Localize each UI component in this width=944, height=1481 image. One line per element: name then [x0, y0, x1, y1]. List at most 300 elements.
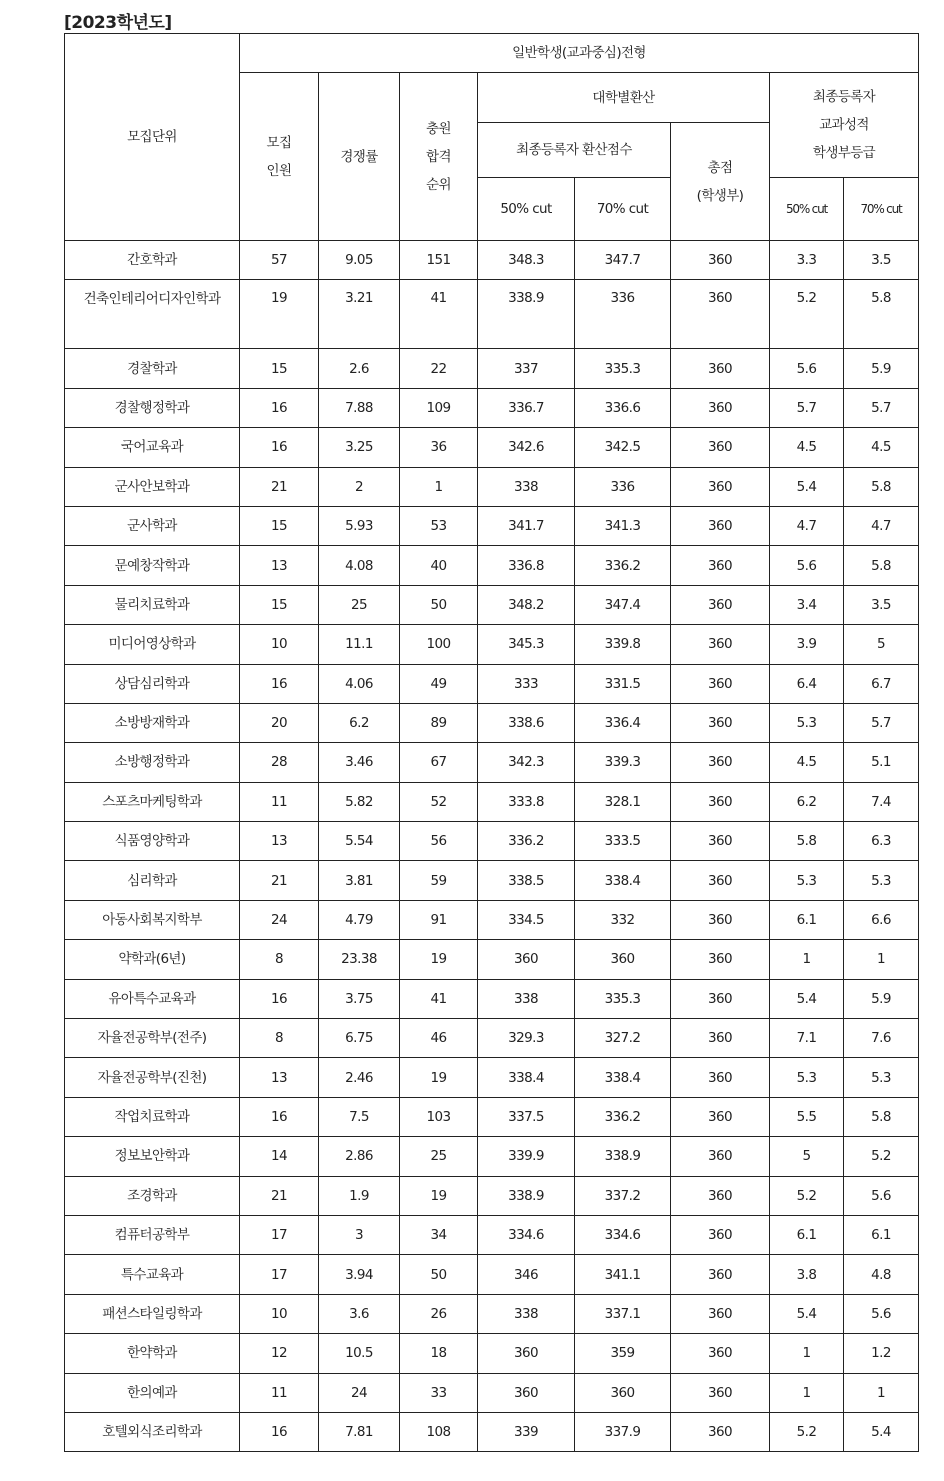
cell-quota: 8 [240, 1019, 319, 1058]
cell-ratio: 3.75 [319, 979, 400, 1018]
header-grade-cut70: 70% cut [844, 178, 919, 241]
cell-grade-cut70: 5.4 [844, 1412, 919, 1451]
table-row [65, 1412, 919, 1451]
cell-grade-cut50: 5.2 [770, 1176, 844, 1215]
cell-grade-cut70: 5.9 [844, 349, 919, 388]
cell-cut70: 336 [575, 467, 671, 506]
cell-grade-cut50: 4.7 [770, 506, 844, 545]
cell-unit: 호텔외식조리학과 [65, 1412, 240, 1451]
cell-cut50: 338 [478, 467, 575, 506]
cell-grade-cut70: 5.8 [844, 546, 919, 585]
cell-grade-cut50: 5.7 [770, 388, 844, 427]
cell-grade-cut50: 6.4 [770, 664, 844, 703]
cell-cut50: 337 [478, 349, 575, 388]
cell-grade-cut50: 3.9 [770, 625, 844, 664]
cell-unit: 자율전공학부(전주) [65, 1019, 240, 1058]
cell-cut70: 333.5 [575, 822, 671, 861]
header-grade-cut50: 50% cut [770, 178, 844, 241]
table-row [65, 1097, 919, 1136]
cell-cut50: 339.9 [478, 1137, 575, 1176]
cell-grade-cut70: 5.6 [844, 1294, 919, 1333]
cell-ratio: 7.5 [319, 1097, 400, 1136]
cell-unit: 작업치료학과 [65, 1097, 240, 1136]
cell-rank: 103 [400, 1097, 478, 1136]
cell-ratio: 4.79 [319, 900, 400, 939]
cell-rank: 41 [400, 280, 478, 349]
cell-ratio: 3.81 [319, 861, 400, 900]
cell-cut50: 336.8 [478, 546, 575, 585]
table-row [65, 241, 919, 280]
cell-grade-cut70: 4.7 [844, 506, 919, 545]
cell-grade-cut50: 1 [770, 940, 844, 979]
cell-ratio: 2.86 [319, 1137, 400, 1176]
cell-grade-cut50: 1 [770, 1334, 844, 1373]
cell-rank: 25 [400, 1137, 478, 1176]
cell-total: 360 [671, 1373, 770, 1412]
cell-unit: 물리치료학과 [65, 585, 240, 624]
cell-rank: 26 [400, 1294, 478, 1333]
cell-grade-cut70: 6.6 [844, 900, 919, 939]
cell-grade-cut70: 1.2 [844, 1334, 919, 1373]
cell-quota: 16 [240, 388, 319, 427]
cell-ratio: 25 [319, 585, 400, 624]
admission-results-table [64, 33, 919, 1452]
cell-grade-cut70: 1 [844, 940, 919, 979]
cell-grade-cut50: 6.1 [770, 900, 844, 939]
header-cut70: 70% cut [575, 178, 671, 241]
cell-unit: 특수교육과 [65, 1255, 240, 1294]
cell-unit: 문예창작학과 [65, 546, 240, 585]
cell-unit: 심리학과 [65, 861, 240, 900]
table-row [65, 280, 919, 349]
table-row [65, 546, 919, 585]
cell-total: 360 [671, 1215, 770, 1254]
cell-grade-cut70: 5.2 [844, 1137, 919, 1176]
table-row [65, 625, 919, 664]
cell-grade-cut70: 4.5 [844, 428, 919, 467]
cell-total: 360 [671, 703, 770, 742]
cell-total: 360 [671, 625, 770, 664]
cell-cut50: 336.7 [478, 388, 575, 427]
cell-total: 360 [671, 546, 770, 585]
cell-ratio: 3.25 [319, 428, 400, 467]
cell-grade-cut50: 4.5 [770, 428, 844, 467]
cell-unit: 유아특수교육과 [65, 979, 240, 1018]
cell-rank: 1 [400, 467, 478, 506]
table-row [65, 822, 919, 861]
cell-total: 360 [671, 1176, 770, 1215]
cell-total: 360 [671, 241, 770, 280]
header-univ-conversion: 대학별환산 [478, 73, 770, 123]
cell-ratio: 5.82 [319, 782, 400, 821]
cell-quota: 21 [240, 1176, 319, 1215]
cell-grade-cut50: 4.5 [770, 743, 844, 782]
cell-grade-cut50: 3.3 [770, 241, 844, 280]
cell-cut50: 342.6 [478, 428, 575, 467]
table-row [65, 1373, 919, 1412]
cell-ratio: 6.75 [319, 1019, 400, 1058]
cell-cut50: 360 [478, 940, 575, 979]
table-row [65, 1255, 919, 1294]
cell-grade-cut50: 5.5 [770, 1097, 844, 1136]
cell-ratio: 1.9 [319, 1176, 400, 1215]
table-row [65, 861, 919, 900]
cell-cut50: 348.3 [478, 241, 575, 280]
cell-grade-cut70: 6.3 [844, 822, 919, 861]
cell-rank: 34 [400, 1215, 478, 1254]
cell-rank: 22 [400, 349, 478, 388]
cell-unit: 한약학과 [65, 1334, 240, 1373]
cell-unit: 조경학과 [65, 1176, 240, 1215]
cell-quota: 15 [240, 349, 319, 388]
table-row [65, 467, 919, 506]
cell-ratio: 4.06 [319, 664, 400, 703]
cell-cut70: 337.2 [575, 1176, 671, 1215]
cell-quota: 10 [240, 625, 319, 664]
cell-cut70: 336 [575, 280, 671, 349]
cell-cut70: 359 [575, 1334, 671, 1373]
cell-cut70: 339.3 [575, 743, 671, 782]
cell-rank: 40 [400, 546, 478, 585]
cell-cut50: 334.5 [478, 900, 575, 939]
cell-grade-cut50: 5.6 [770, 546, 844, 585]
cell-quota: 16 [240, 428, 319, 467]
cell-quota: 19 [240, 280, 319, 349]
cell-cut70: 334.6 [575, 1215, 671, 1254]
cell-rank: 52 [400, 782, 478, 821]
table-row [65, 782, 919, 821]
cell-cut50: 342.3 [478, 743, 575, 782]
cell-rank: 56 [400, 822, 478, 861]
cell-grade-cut50: 5.4 [770, 467, 844, 506]
cell-grade-cut50: 6.2 [770, 782, 844, 821]
cell-grade-cut70: 5.3 [844, 1058, 919, 1097]
cell-grade-cut50: 5.4 [770, 979, 844, 1018]
table-row [65, 900, 919, 939]
table-row [65, 703, 919, 742]
cell-unit: 군사학과 [65, 506, 240, 545]
cell-cut50: 338 [478, 1294, 575, 1333]
cell-rank: 19 [400, 940, 478, 979]
cell-unit: 자율전공학부(진천) [65, 1058, 240, 1097]
cell-cut50: 333.8 [478, 782, 575, 821]
cell-grade-cut70: 5 [844, 625, 919, 664]
cell-grade-cut70: 5.7 [844, 388, 919, 427]
cell-grade-cut70: 5.3 [844, 861, 919, 900]
cell-total: 360 [671, 1255, 770, 1294]
cell-total: 360 [671, 822, 770, 861]
cell-ratio: 6.2 [319, 703, 400, 742]
cell-unit: 경찰행정학과 [65, 388, 240, 427]
cell-cut70: 332 [575, 900, 671, 939]
cell-grade-cut70: 6.7 [844, 664, 919, 703]
cell-grade-cut70: 3.5 [844, 585, 919, 624]
cell-unit: 군사안보학과 [65, 467, 240, 506]
cell-quota: 11 [240, 1373, 319, 1412]
table-row [65, 743, 919, 782]
cell-total: 360 [671, 664, 770, 703]
cell-unit: 건축인테리어디자인학과 [65, 280, 240, 349]
cell-ratio: 7.81 [319, 1412, 400, 1451]
cell-rank: 53 [400, 506, 478, 545]
cell-cut70: 360 [575, 940, 671, 979]
header-quota: 모집 인원 [240, 73, 319, 241]
table-row [65, 1019, 919, 1058]
cell-total: 360 [671, 861, 770, 900]
cell-total: 360 [671, 1412, 770, 1451]
header-admission-type: 일반학생(교과중심)전형 [240, 34, 919, 73]
cell-total: 360 [671, 979, 770, 1018]
header-final-conversion: 최종등록자 환산점수 [478, 123, 671, 178]
cell-grade-cut50: 3.4 [770, 585, 844, 624]
cell-grade-cut50: 5.8 [770, 822, 844, 861]
table-row [65, 388, 919, 427]
table-row [65, 349, 919, 388]
cell-cut70: 347.4 [575, 585, 671, 624]
cell-cut50: 338.9 [478, 280, 575, 349]
cell-cut70: 338.4 [575, 861, 671, 900]
cell-unit: 소방방재학과 [65, 703, 240, 742]
cell-total: 360 [671, 1097, 770, 1136]
cell-unit: 아동사회복지학부 [65, 900, 240, 939]
cell-total: 360 [671, 585, 770, 624]
cell-cut70: 347.7 [575, 241, 671, 280]
cell-ratio: 3 [319, 1215, 400, 1254]
cell-quota: 17 [240, 1255, 319, 1294]
cell-grade-cut50: 5.6 [770, 349, 844, 388]
cell-quota: 16 [240, 1097, 319, 1136]
cell-grade-cut50: 7.1 [770, 1019, 844, 1058]
header-ratio: 경쟁률 [319, 73, 400, 241]
cell-cut50: 338.5 [478, 861, 575, 900]
table-row [65, 1176, 919, 1215]
cell-quota: 21 [240, 467, 319, 506]
table-row [65, 1137, 919, 1176]
cell-cut70: 338.9 [575, 1137, 671, 1176]
cell-rank: 50 [400, 1255, 478, 1294]
cell-grade-cut70: 5.8 [844, 1097, 919, 1136]
table-row [65, 585, 919, 624]
cell-unit: 정보보안학과 [65, 1137, 240, 1176]
cell-grade-cut70: 5.1 [844, 743, 919, 782]
cell-total: 360 [671, 506, 770, 545]
cell-cut50: 338.9 [478, 1176, 575, 1215]
header-grade: 최종등록자 교과성적 학생부등급 [770, 73, 919, 178]
cell-grade-cut50: 5.2 [770, 280, 844, 349]
cell-total: 360 [671, 1294, 770, 1333]
cell-ratio: 5.93 [319, 506, 400, 545]
cell-unit: 경찰학과 [65, 349, 240, 388]
cell-unit: 한의예과 [65, 1373, 240, 1412]
cell-cut50: 336.2 [478, 822, 575, 861]
cell-grade-cut70: 5.6 [844, 1176, 919, 1215]
cell-cut50: 329.3 [478, 1019, 575, 1058]
cell-cut50: 339 [478, 1412, 575, 1451]
cell-grade-cut70: 7.4 [844, 782, 919, 821]
cell-unit: 소방행정학과 [65, 743, 240, 782]
cell-total: 360 [671, 1019, 770, 1058]
cell-cut70: 342.5 [575, 428, 671, 467]
cell-cut50: 348.2 [478, 585, 575, 624]
cell-cut50: 346 [478, 1255, 575, 1294]
cell-cut50: 345.3 [478, 625, 575, 664]
cell-ratio: 9.05 [319, 241, 400, 280]
cell-grade-cut70: 1 [844, 1373, 919, 1412]
cell-quota: 10 [240, 1294, 319, 1333]
cell-quota: 16 [240, 979, 319, 1018]
cell-unit: 국어교육과 [65, 428, 240, 467]
cell-quota: 16 [240, 1412, 319, 1451]
cell-grade-cut70: 5.9 [844, 979, 919, 1018]
cell-ratio: 2.46 [319, 1058, 400, 1097]
cell-cut70: 338.4 [575, 1058, 671, 1097]
cell-rank: 108 [400, 1412, 478, 1451]
table-row [65, 1058, 919, 1097]
header-rank: 충원 합격 순위 [400, 73, 478, 241]
cell-grade-cut70: 5.7 [844, 703, 919, 742]
header-cut50: 50% cut [478, 178, 575, 241]
cell-unit: 약학과(6년) [65, 940, 240, 979]
cell-cut70: 336.6 [575, 388, 671, 427]
cell-ratio: 24 [319, 1373, 400, 1412]
cell-total: 360 [671, 388, 770, 427]
page-title: [2023학년도] [64, 13, 172, 33]
cell-ratio: 11.1 [319, 625, 400, 664]
cell-grade-cut50: 5.3 [770, 861, 844, 900]
cell-rank: 91 [400, 900, 478, 939]
cell-total: 360 [671, 1137, 770, 1176]
table-row [65, 664, 919, 703]
cell-cut50: 338.6 [478, 703, 575, 742]
cell-rank: 109 [400, 388, 478, 427]
cell-grade-cut50: 1 [770, 1373, 844, 1412]
cell-quota: 21 [240, 861, 319, 900]
cell-total: 360 [671, 428, 770, 467]
cell-cut50: 333 [478, 664, 575, 703]
cell-quota: 8 [240, 940, 319, 979]
cell-total: 360 [671, 280, 770, 349]
cell-ratio: 10.5 [319, 1334, 400, 1373]
cell-ratio: 3.46 [319, 743, 400, 782]
cell-cut70: 327.2 [575, 1019, 671, 1058]
cell-quota: 13 [240, 546, 319, 585]
cell-quota: 24 [240, 900, 319, 939]
cell-unit: 상담심리학과 [65, 664, 240, 703]
cell-cut70: 328.1 [575, 782, 671, 821]
cell-rank: 67 [400, 743, 478, 782]
cell-ratio: 3.6 [319, 1294, 400, 1333]
cell-total: 360 [671, 1058, 770, 1097]
cell-unit: 간호학과 [65, 241, 240, 280]
cell-rank: 19 [400, 1058, 478, 1097]
cell-grade-cut70: 4.8 [844, 1255, 919, 1294]
cell-rank: 49 [400, 664, 478, 703]
table-row [65, 940, 919, 979]
cell-cut70: 336.2 [575, 546, 671, 585]
cell-grade-cut70: 5.8 [844, 467, 919, 506]
cell-rank: 46 [400, 1019, 478, 1058]
cell-cut70: 336.2 [575, 1097, 671, 1136]
cell-unit: 스포츠마케팅학과 [65, 782, 240, 821]
cell-cut70: 360 [575, 1373, 671, 1412]
cell-quota: 57 [240, 241, 319, 280]
cell-quota: 13 [240, 822, 319, 861]
cell-ratio: 2.6 [319, 349, 400, 388]
cell-rank: 50 [400, 585, 478, 624]
cell-quota: 15 [240, 585, 319, 624]
cell-rank: 41 [400, 979, 478, 1018]
cell-cut50: 338 [478, 979, 575, 1018]
cell-cut70: 337.1 [575, 1294, 671, 1333]
cell-quota: 14 [240, 1137, 319, 1176]
cell-cut50: 337.5 [478, 1097, 575, 1136]
cell-quota: 12 [240, 1334, 319, 1373]
cell-rank: 151 [400, 241, 478, 280]
cell-ratio: 3.21 [319, 280, 400, 349]
cell-cut50: 360 [478, 1334, 575, 1373]
cell-rank: 100 [400, 625, 478, 664]
cell-unit: 패션스타일링학과 [65, 1294, 240, 1333]
cell-rank: 19 [400, 1176, 478, 1215]
cell-cut70: 331.5 [575, 664, 671, 703]
cell-unit: 미디어영상학과 [65, 625, 240, 664]
header-total: 총점 (학생부) [671, 123, 770, 241]
cell-total: 360 [671, 900, 770, 939]
cell-cut70: 339.8 [575, 625, 671, 664]
cell-rank: 59 [400, 861, 478, 900]
cell-total: 360 [671, 1334, 770, 1373]
header-unit: 모집단위 [65, 34, 240, 241]
cell-ratio: 2 [319, 467, 400, 506]
table-row [65, 506, 919, 545]
cell-quota: 15 [240, 506, 319, 545]
cell-cut70: 341.1 [575, 1255, 671, 1294]
cell-cut50: 360 [478, 1373, 575, 1412]
cell-grade-cut70: 6.1 [844, 1215, 919, 1254]
cell-total: 360 [671, 743, 770, 782]
cell-rank: 36 [400, 428, 478, 467]
cell-grade-cut50: 6.1 [770, 1215, 844, 1254]
table-body [65, 241, 919, 1452]
cell-total: 360 [671, 349, 770, 388]
cell-cut70: 336.4 [575, 703, 671, 742]
cell-ratio: 23.38 [319, 940, 400, 979]
cell-quota: 17 [240, 1215, 319, 1254]
cell-quota: 11 [240, 782, 319, 821]
cell-rank: 89 [400, 703, 478, 742]
cell-quota: 20 [240, 703, 319, 742]
cell-grade-cut50: 5.4 [770, 1294, 844, 1333]
cell-ratio: 4.08 [319, 546, 400, 585]
table-row [65, 428, 919, 467]
cell-grade-cut50: 3.8 [770, 1255, 844, 1294]
cell-rank: 33 [400, 1373, 478, 1412]
cell-cut50: 334.6 [478, 1215, 575, 1254]
cell-grade-cut70: 3.5 [844, 241, 919, 280]
cell-quota: 13 [240, 1058, 319, 1097]
cell-grade-cut50: 5.3 [770, 703, 844, 742]
cell-quota: 28 [240, 743, 319, 782]
cell-cut50: 338.4 [478, 1058, 575, 1097]
cell-unit: 컴퓨터공학부 [65, 1215, 240, 1254]
cell-quota: 16 [240, 664, 319, 703]
cell-grade-cut70: 5.8 [844, 280, 919, 349]
cell-grade-cut50: 5.2 [770, 1412, 844, 1451]
cell-cut70: 335.3 [575, 979, 671, 1018]
cell-total: 360 [671, 782, 770, 821]
cell-cut70: 337.9 [575, 1412, 671, 1451]
cell-grade-cut50: 5.3 [770, 1058, 844, 1097]
